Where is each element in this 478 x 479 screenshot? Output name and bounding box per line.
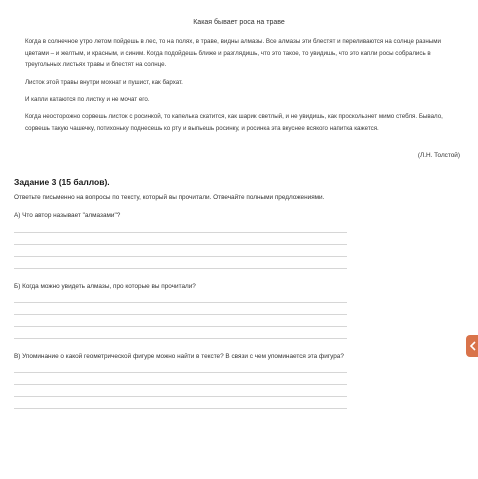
answer-line[interactable] (14, 326, 347, 327)
answer-line[interactable] (14, 408, 347, 409)
answer-line[interactable] (14, 396, 347, 397)
chevron-left-icon (469, 341, 477, 351)
paragraph-4: Когда неосторожно сорвешь листок с росинкой, то капелька скатится, как шарик светлый, и не увидишь, как проскользнет мимо стебля. Бывало, сорвешь такую чашечку, потихоньку поднесешь ко рту и выпьешь росинку, и росинка эта вкуснее всякого напитка кажется. (25, 113, 443, 132)
answer-line[interactable] (14, 268, 347, 269)
answer-line[interactable] (14, 256, 347, 257)
answer-line[interactable] (14, 338, 347, 339)
answer-line[interactable] (14, 384, 347, 385)
paragraph-3: И капли катаются по листку и не мочат его. (25, 96, 150, 103)
answer-line[interactable] (14, 372, 347, 373)
question-b: Б) Когда можно увидеть алмазы, про которые вы прочитали? (14, 283, 196, 290)
question-a: А) Что автор называет "алмазами"? (14, 212, 121, 219)
task-instruction: Ответьте письменно на вопросы по тексту, который вы прочитали. Отвечайте полными предложениями. (14, 194, 325, 201)
answer-line[interactable] (14, 232, 347, 233)
paragraph-1: Когда в солнечное утро летом пойдешь в лес, то на полях, в траве, видны алмазы. Все алмазы эти блестят и переливаются на солнце разными цветами – и желтым, и красным, и синим. Когда подойдешь ближе и разглядишь, что это такое, то увидишь, что это капли росы собрались в треугольных листьях травы и блестят на солнце. (25, 38, 441, 68)
document-title: Какая бывает роса на траве (193, 19, 285, 26)
side-tab-button[interactable] (466, 335, 478, 357)
answer-line[interactable] (14, 244, 347, 245)
answer-line[interactable] (14, 302, 347, 303)
question-c: В) Упоминание о какой геометрической фигуре можно найти в тексте? В связи с чем упоминается эта фигура? (14, 353, 344, 360)
task-title: Задание 3 (15 баллов). (14, 177, 110, 187)
author-attribution: (Л.Н. Толстой) (417, 152, 460, 159)
paragraph-2: Листок этой травы внутри мохнат и пушист, как бархат. (25, 79, 183, 86)
answer-line[interactable] (14, 314, 347, 315)
